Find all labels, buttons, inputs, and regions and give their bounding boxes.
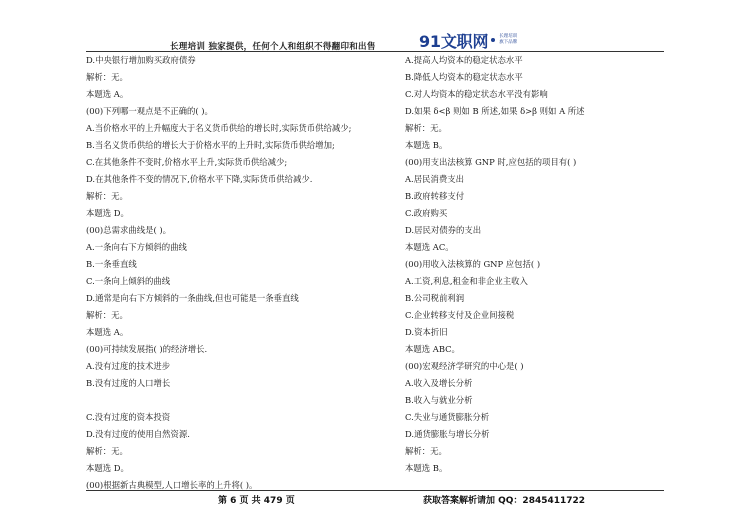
text-line: (00)用支出法核算 GNP 时,应包括的项目有( ) (405, 157, 577, 167)
text-line: D.通货膨胀与增长分析 (405, 429, 490, 439)
text-line: B.政府转移支付 (405, 191, 465, 201)
text-line: 本题选 A。 (86, 327, 129, 337)
text-line: 本题选 AC。 (405, 242, 454, 252)
logo-subtitle (499, 34, 517, 46)
text-line: 解析：无。 (86, 191, 128, 201)
text-line: B.收入与就业分析 (405, 395, 473, 405)
logo-dot-icon (491, 38, 495, 42)
text-line: 本题选 D。 (86, 208, 129, 218)
text-line: B.一条垂直线 (86, 259, 137, 269)
text-line: C.政府购买 (405, 208, 448, 218)
text-line: 本题选 B。 (405, 463, 448, 473)
text-line: B.公司税前利润 (405, 293, 465, 303)
text-line: D.中央银行增加购买政府债券 (86, 55, 196, 65)
text-line: 本题选 A。 (86, 89, 129, 99)
text-line: A.提高人均资本的稳定状态水平 (405, 55, 523, 65)
text-line: 本题选 D。 (86, 463, 129, 473)
text-line: (00)宏观经济学研究的中心是( ) (405, 361, 524, 371)
text-line: D.在其他条件不变的情况下,价格水平下降,实际货币供给减少. (86, 174, 313, 184)
text-line: A.一条向右下方倾斜的曲线 (86, 242, 187, 252)
text-line: C.企业转移支付及企业间接税 (405, 310, 515, 320)
text-line: D.如果 δ<β 则如 B 所述,如果 δ>β 则如 A 所述 (405, 106, 585, 116)
text-line: (00)下列哪一观点是不正确的( )。 (86, 106, 213, 116)
text-line: D.资本折旧 (405, 327, 448, 337)
text-line: B.降低人均资本的稳定状态水平 (405, 72, 523, 82)
text-line: A.当价格水平的上升幅度大于名义货币供给的增长时,实际货币供给减少; (86, 123, 352, 133)
header-notice: 长理培训 独家提供，任何个人和组织不得翻印和出售 (170, 42, 376, 52)
text-line: B.当名义货币供给的增长大于价格水平的上升时,实际货币供给增加; (86, 140, 335, 150)
text-line: 解析：无。 (86, 310, 128, 320)
text-line: (00)用收入法核算的 GNP 应包括( ) (405, 259, 541, 269)
text-line: 本题选 B。 (405, 140, 448, 150)
text-line: C.对人均资本的稳定状态水平没有影响 (405, 89, 548, 99)
text-line: D.居民对债券的支出 (405, 225, 482, 235)
text-line: A.居民消费支出 (405, 174, 464, 184)
text-line: 解析：无。 (405, 446, 447, 456)
text-line: 解析：无。 (86, 446, 128, 456)
text-line: A.工资,利息,租金和非企业主收入 (405, 276, 528, 286)
text-line: 解析：无。 (86, 72, 128, 82)
text-line: A.没有过度的技术进步 (86, 361, 171, 371)
logo-sub-line-1: 长理培训 (499, 34, 518, 39)
page-number: 第 6 页 共 479 页 (218, 496, 295, 506)
text-line: (00)可持续发展指( )的经济增长. (86, 344, 208, 354)
left-column (86, 52, 386, 494)
footer-contact: 获取答案解析请加 QQ：2845411722 (423, 496, 586, 506)
text-line: 解析：无。 (405, 123, 447, 133)
logo-sub-line-2: 旗下品牌 (499, 40, 518, 45)
text-line: C.在其他条件不变时,价格水平上升,实际货币供给减少; (86, 157, 288, 167)
site-logo (419, 29, 517, 51)
text-line: (00)总需求曲线是( )。 (86, 225, 172, 235)
logo-text: 91文职网 (419, 31, 489, 51)
text-line: 本题选 ABC。 (405, 344, 460, 354)
right-column (405, 52, 665, 477)
footer-rule (86, 490, 664, 491)
text-line: B.没有过度的人口增长 (86, 378, 171, 388)
text-line (86, 392, 386, 409)
text-line: A.收入及增长分析 (405, 378, 473, 388)
text-line: C.一条向上倾斜的曲线 (86, 276, 171, 286)
text-line: C.没有过度的资本投资 (86, 412, 171, 422)
text-line: D.通常是向右下方倾斜的一条曲线,但也可能是一条垂直线 (86, 293, 299, 303)
text-line: C.失业与通货膨胀分析 (405, 412, 490, 422)
text-line: D.没有过度的使用自然资源. (86, 429, 190, 439)
text-line: (00)根据新古典模型,人口增长率的上升将( )。 (86, 480, 258, 490)
